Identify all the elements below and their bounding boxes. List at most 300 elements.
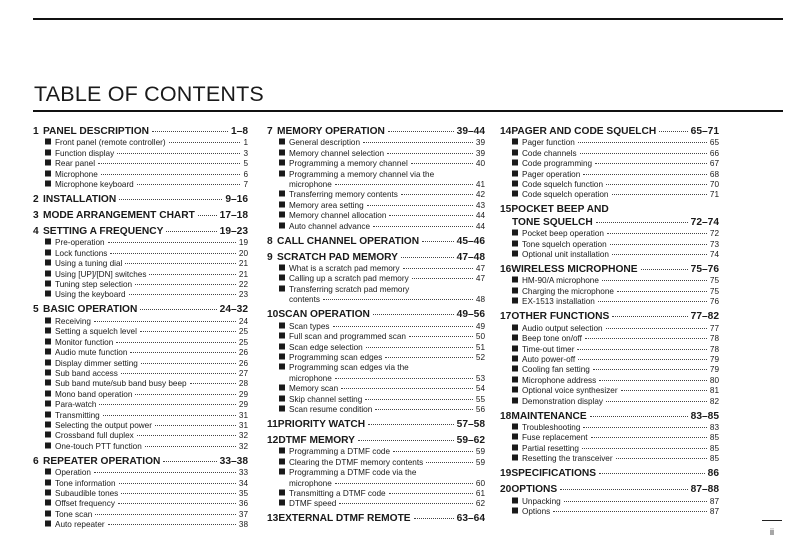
toc-entry-page: 82 (709, 396, 719, 406)
toc-entry[interactable] (33, 468, 248, 478)
toc-entry[interactable] (267, 343, 485, 353)
section-heading[interactable] (267, 252, 485, 264)
section-pages: 24–32 (219, 304, 248, 316)
toc-entry[interactable] (33, 317, 248, 327)
bullet-icon (45, 181, 51, 187)
toc-entry[interactable] (500, 365, 719, 375)
toc-entry-page: 60 (475, 478, 485, 488)
toc-entry-text: Auto repeater (55, 520, 105, 530)
bullet-icon (512, 191, 518, 197)
bullet-icon (512, 444, 518, 450)
dot-leader (578, 142, 707, 143)
section-title: MODE ARRANGEMENT CHART (43, 210, 195, 222)
bullet-icon (512, 376, 518, 382)
toc-entry-page: 44 (475, 211, 485, 221)
toc-entry-page: 78 (709, 334, 719, 344)
toc-entry[interactable] (500, 276, 719, 286)
toc-entry[interactable] (33, 520, 248, 530)
section-heading[interactable] (267, 513, 485, 525)
bullet-icon (45, 170, 51, 176)
dot-leader (110, 253, 236, 254)
toc-entry[interactable] (267, 395, 485, 405)
section-pages: 83–85 (690, 410, 719, 422)
toc-entry[interactable] (33, 369, 248, 379)
dot-leader (583, 174, 707, 175)
toc-entry[interactable] (500, 138, 719, 148)
section-heading[interactable] (500, 264, 719, 276)
toc-entry-text: Unpacking (522, 496, 561, 506)
toc-entry[interactable] (500, 180, 719, 190)
toc-entry[interactable] (33, 149, 248, 159)
toc-entry-text: General description (289, 138, 360, 148)
toc-entry[interactable] (267, 384, 485, 394)
toc-entry[interactable] (267, 353, 485, 363)
section-heading[interactable] (33, 304, 248, 316)
section-title-cont: TONE SQUELCH (512, 216, 593, 228)
toc-entry-page: 87 (709, 506, 719, 516)
dot-leader (333, 326, 473, 327)
toc-entry[interactable] (33, 379, 248, 389)
section-heading[interactable] (33, 210, 248, 222)
toc-entry[interactable] (33, 400, 248, 410)
section-number: 1 (33, 126, 39, 137)
dot-leader (373, 314, 454, 315)
dot-leader (602, 280, 707, 281)
toc-entry[interactable] (500, 297, 719, 307)
top-rule (33, 18, 783, 20)
toc-entry[interactable] (500, 433, 719, 443)
dot-leader (339, 503, 473, 504)
toc-entry-page: 31 (238, 420, 248, 430)
dot-leader (616, 458, 707, 459)
dot-leader (595, 163, 707, 164)
toc-entry[interactable] (500, 507, 719, 517)
toc-entry-page: 85 (709, 433, 719, 443)
dot-leader (385, 357, 473, 358)
toc-entry-text: Offset frequency (55, 499, 115, 509)
section-number: 4 (33, 226, 39, 238)
toc-section (33, 226, 248, 301)
toc-entry[interactable] (33, 238, 248, 248)
section-heading[interactable] (33, 226, 248, 238)
section-heading[interactable] (267, 236, 485, 248)
toc-entry-text: Pre-operation (55, 238, 105, 248)
toc-section (33, 304, 248, 452)
toc-entry-line (279, 374, 485, 384)
bullet-icon (45, 432, 51, 438)
toc-entry[interactable] (500, 444, 719, 454)
bullet-icon (45, 338, 51, 344)
section-pages: 49–56 (456, 309, 485, 321)
bullet-icon (45, 469, 51, 475)
dot-leader (560, 489, 687, 490)
toc-section (267, 513, 485, 525)
dot-leader (607, 233, 707, 234)
toc-entry-text: Audio output selection (522, 323, 603, 333)
toc-entry[interactable] (500, 190, 719, 200)
bullet-icon (279, 469, 285, 475)
toc-entry[interactable] (267, 211, 485, 221)
toc-entry[interactable] (33, 249, 248, 259)
section-title: OTHER FUNCTIONS (511, 311, 610, 323)
toc-entry-text: Subaudible tones (55, 488, 119, 498)
toc-entry[interactable] (500, 376, 719, 386)
toc-entry[interactable] (267, 468, 485, 489)
toc-entry-line (279, 479, 485, 489)
section-pages: 63–64 (456, 513, 485, 525)
toc-entry-text: Clearing the DTMF memory contents (289, 457, 424, 467)
toc-entry-text: Scan resume condition (289, 404, 373, 414)
toc-entry-text: Skip channel setting (289, 394, 363, 404)
toc-entry-line (279, 170, 485, 180)
toc-entry-page: 28 (238, 379, 248, 389)
bullet-icon (279, 500, 285, 506)
toc-entry-page: 51 (475, 342, 485, 352)
section-heading[interactable] (500, 411, 719, 423)
bullet-icon (512, 507, 518, 513)
toc-entry[interactable] (500, 397, 719, 407)
toc-entry[interactable] (267, 274, 485, 284)
dot-leader (108, 524, 236, 525)
toc-entry-text: Auto power-off (522, 354, 576, 364)
section-heading[interactable] (33, 126, 248, 138)
bullet-icon (45, 139, 51, 145)
toc-entry-page: 81 (709, 386, 719, 396)
toc-entry-page: 3 (243, 148, 248, 158)
toc-section (500, 264, 719, 308)
toc-entry[interactable] (33, 479, 248, 489)
toc-entry[interactable] (33, 390, 248, 400)
dot-leader (389, 493, 473, 494)
bullet-icon (512, 230, 518, 236)
toc-entry[interactable] (500, 170, 719, 180)
toc-entry-page: 26 (238, 348, 248, 358)
dot-leader (119, 483, 236, 484)
dot-leader (577, 349, 706, 350)
toc-entry-page: 6 (243, 169, 248, 179)
toc-entry[interactable] (267, 332, 485, 342)
toc-entry-text: Programming scan edges (289, 352, 383, 362)
bullet-icon (279, 333, 285, 339)
toc-entry[interactable] (267, 222, 485, 232)
section-heading-cont[interactable] (500, 217, 719, 229)
bullet-icon (279, 322, 285, 328)
section-number: 6 (33, 455, 39, 467)
dot-leader (367, 205, 473, 206)
toc-entry[interactable] (267, 149, 485, 159)
toc-entry-text-cont: microphone (289, 180, 332, 190)
section-heading[interactable] (500, 126, 719, 138)
toc-entry-text: Tone information (55, 478, 116, 488)
section-heading[interactable] (33, 194, 248, 206)
section-pages: 1–8 (231, 126, 248, 137)
dot-leader (426, 462, 473, 463)
toc-entry[interactable] (267, 447, 485, 457)
toc-entry-text: Transmitting (55, 410, 100, 420)
section-pages: 65–71 (690, 126, 719, 137)
bullet-icon (279, 139, 285, 145)
dot-leader (599, 380, 707, 381)
section-title: SCRATCH PAD MEMORY (277, 251, 398, 263)
toc-entry[interactable] (33, 290, 248, 300)
toc-section (500, 484, 719, 517)
toc-entry[interactable] (33, 348, 248, 358)
toc-entry[interactable] (267, 458, 485, 468)
toc-entry[interactable] (500, 355, 719, 365)
toc-entry-page: 62 (475, 499, 485, 509)
bullet-icon (45, 380, 51, 386)
toc-section (500, 126, 719, 201)
toc-entry[interactable] (500, 159, 719, 169)
toc-entry[interactable] (500, 229, 719, 239)
bullet-icon (279, 364, 285, 370)
toc-entry-text: Programming a memory channel via the (289, 169, 435, 179)
section-title: BASIC OPERATION (43, 304, 138, 316)
toc-entry-text: Options (522, 506, 551, 516)
dot-leader (401, 257, 454, 258)
toc-entry[interactable] (500, 345, 719, 355)
toc-entry[interactable] (33, 270, 248, 280)
dot-leader (118, 503, 236, 504)
dot-leader (335, 184, 473, 185)
toc-entry[interactable] (33, 411, 248, 421)
toc-entry-page: 68 (709, 169, 719, 179)
dot-leader (578, 359, 707, 360)
toc-entry-text: Using the keyboard (55, 290, 126, 300)
toc-entry-page: 55 (475, 394, 485, 404)
toc-entry[interactable] (500, 250, 719, 260)
bullet-icon (512, 355, 518, 361)
section-title: MAINTENANCE (511, 410, 587, 422)
dot-leader (149, 274, 235, 275)
section-heading[interactable] (500, 484, 719, 496)
toc-entry[interactable] (500, 386, 719, 396)
section-heading[interactable] (267, 419, 485, 431)
toc-entry[interactable] (500, 423, 719, 433)
toc-entry-text: Programming a DTMF code via the (289, 468, 417, 478)
toc-entry-text: Programming a DTMF code (289, 447, 391, 457)
toc-entry-page: 38 (238, 520, 248, 530)
toc-entry-page: 22 (238, 280, 248, 290)
toc-entry-text: Transmitting a DTMF code (289, 488, 386, 498)
bullet-icon (279, 222, 285, 228)
toc-entry-text-cont: contents (289, 295, 320, 305)
toc-entry[interactable] (33, 138, 248, 148)
bullet-icon (45, 479, 51, 485)
toc-section (267, 435, 485, 510)
bullet-icon (512, 324, 518, 330)
toc-entry[interactable] (267, 322, 485, 332)
section-number: 14 (500, 126, 512, 137)
dot-leader (641, 269, 688, 270)
toc-entry[interactable] (267, 405, 485, 415)
toc-entry-text: Troubleshooting (522, 422, 581, 432)
toc-entry-page: 79 (709, 354, 719, 364)
toc-entry-text: Fuse replacement (522, 433, 588, 443)
dot-leader (169, 142, 241, 143)
toc-entry-page: 77 (709, 323, 719, 333)
toc-entry[interactable] (33, 259, 248, 269)
section-heading[interactable] (33, 456, 248, 468)
toc-entry[interactable] (33, 431, 248, 441)
toc-entry-text: Mono band operation (55, 389, 133, 399)
toc-entry-text: Partial resetting (522, 443, 579, 453)
section-pages: 9–16 (225, 194, 248, 206)
toc-entry[interactable] (33, 421, 248, 431)
toc-entry[interactable] (33, 327, 248, 337)
toc-column-3 (500, 126, 719, 517)
bullet-icon (279, 489, 285, 495)
toc-entry-page: 47 (475, 274, 485, 284)
toc-section (500, 411, 719, 465)
dot-leader (323, 299, 473, 300)
dot-leader (582, 448, 707, 449)
toc-entry-page: 56 (475, 404, 485, 414)
toc-entry[interactable] (500, 497, 719, 507)
bullet-icon (512, 366, 518, 372)
toc-entry[interactable] (500, 287, 719, 297)
section-pages: 77–82 (690, 311, 719, 323)
toc-entry-page: 27 (238, 368, 248, 378)
toc-entry-text: Resetting the transceiver (522, 454, 613, 464)
bullet-icon (512, 298, 518, 304)
toc-entry-text: Programming scan edges via the (289, 363, 409, 373)
bullet-icon (45, 239, 51, 245)
section-heading[interactable] (500, 468, 719, 480)
toc-entry-page: 80 (709, 375, 719, 385)
toc-entry[interactable] (267, 170, 485, 191)
section-heading[interactable] (500, 204, 719, 216)
dot-leader (388, 131, 454, 132)
toc-entry[interactable] (267, 264, 485, 274)
toc-entry[interactable] (33, 359, 248, 369)
toc-entry-page: 29 (238, 400, 248, 410)
section-number: 11 (267, 418, 278, 430)
dot-leader (140, 331, 236, 332)
dot-leader (593, 369, 707, 370)
toc-entry-page: 32 (238, 441, 248, 451)
toc-entry-text: Audio mute function (55, 348, 128, 358)
dot-leader (94, 321, 236, 322)
bullet-icon (45, 401, 51, 407)
toc-entry[interactable] (267, 499, 485, 509)
section-number: 19 (500, 468, 512, 480)
toc-section (500, 468, 719, 480)
toc-entry[interactable] (267, 201, 485, 211)
section-number: 7 (267, 126, 273, 137)
toc-entry[interactable] (500, 324, 719, 334)
toc-entry-page: 59 (475, 457, 485, 467)
section-heading[interactable] (267, 126, 485, 138)
dot-leader (612, 194, 707, 195)
dot-leader (117, 153, 240, 154)
toc-entry[interactable] (33, 499, 248, 509)
toc-entry[interactable] (33, 442, 248, 452)
dot-leader (108, 242, 236, 243)
page-number: ii (770, 527, 774, 537)
section-heading[interactable] (267, 309, 485, 321)
dot-leader (155, 425, 236, 426)
toc-entry-text: Programming a memory channel (289, 159, 408, 169)
dot-leader (411, 163, 473, 164)
section-heading[interactable] (500, 311, 719, 323)
toc-entry[interactable] (33, 180, 248, 190)
toc-entry-page: 31 (238, 410, 248, 420)
toc-entry-text: Display dimmer setting (55, 358, 138, 368)
toc-entry[interactable] (267, 489, 485, 499)
dot-leader (365, 399, 473, 400)
dot-leader (387, 153, 473, 154)
bullet-icon (45, 489, 51, 495)
toc-entry[interactable] (500, 149, 719, 159)
corner-rule (762, 520, 782, 521)
toc-entry[interactable] (500, 454, 719, 464)
toc-entry[interactable] (33, 170, 248, 180)
toc-entry-text: Memory area setting (289, 200, 364, 210)
bullet-icon (279, 201, 285, 207)
toc-entry[interactable] (267, 138, 485, 148)
toc-entry[interactable] (267, 159, 485, 169)
toc-entry-page: 23 (238, 290, 248, 300)
toc-entry[interactable] (33, 489, 248, 499)
dot-leader (598, 301, 707, 302)
toc-entry-text: Cooling fan setting (522, 365, 590, 375)
toc-entry-text: Receiving (55, 316, 91, 326)
bullet-icon (279, 191, 285, 197)
bullet-icon (512, 170, 518, 176)
toc-entry-text: Code squelch function (522, 180, 604, 190)
dot-leader (121, 373, 236, 374)
bullet-icon (45, 281, 51, 287)
toc-entry-text: Crossband full duplex (55, 431, 134, 441)
page-title: TABLE OF CONTENTS (34, 82, 264, 106)
bullet-icon (512, 397, 518, 403)
dot-leader (130, 352, 236, 353)
toc-entry[interactable] (500, 334, 719, 344)
toc-entry-text: Microphone address (522, 375, 597, 385)
dot-leader (99, 404, 235, 405)
toc-entry[interactable] (33, 159, 248, 169)
section-number: 12 (267, 434, 279, 446)
toc-entry-page: 70 (709, 180, 719, 190)
bullet-icon (512, 387, 518, 393)
toc-entry-page: 25 (238, 337, 248, 347)
toc-entry-text: Optional voice synthesizer (522, 386, 618, 396)
dot-leader (580, 153, 707, 154)
toc-entry-page: 44 (475, 221, 485, 231)
toc-entry-page: 75 (709, 286, 719, 296)
toc-entry[interactable] (33, 280, 248, 290)
toc-entry[interactable] (33, 510, 248, 520)
toc-entry[interactable] (267, 285, 485, 306)
section-pages: 87–88 (690, 484, 719, 496)
section-title: WIRELESS MICROPHONE (511, 264, 638, 276)
toc-entry[interactable] (33, 338, 248, 348)
toc-entry-text: Memory scan (289, 384, 339, 394)
toc-entry[interactable] (500, 240, 719, 250)
toc-section (267, 419, 485, 431)
dot-leader (621, 390, 707, 391)
toc-section (267, 236, 485, 248)
toc-entry-page: 75 (709, 276, 719, 286)
toc-entry[interactable] (267, 190, 485, 200)
toc-column-2 (267, 126, 485, 526)
toc-entry[interactable] (267, 363, 485, 384)
toc-entry-text: Using a tuning dial (55, 259, 123, 269)
toc-section (33, 194, 248, 206)
toc-entry-page: 21 (238, 269, 248, 279)
section-heading[interactable] (267, 435, 485, 447)
